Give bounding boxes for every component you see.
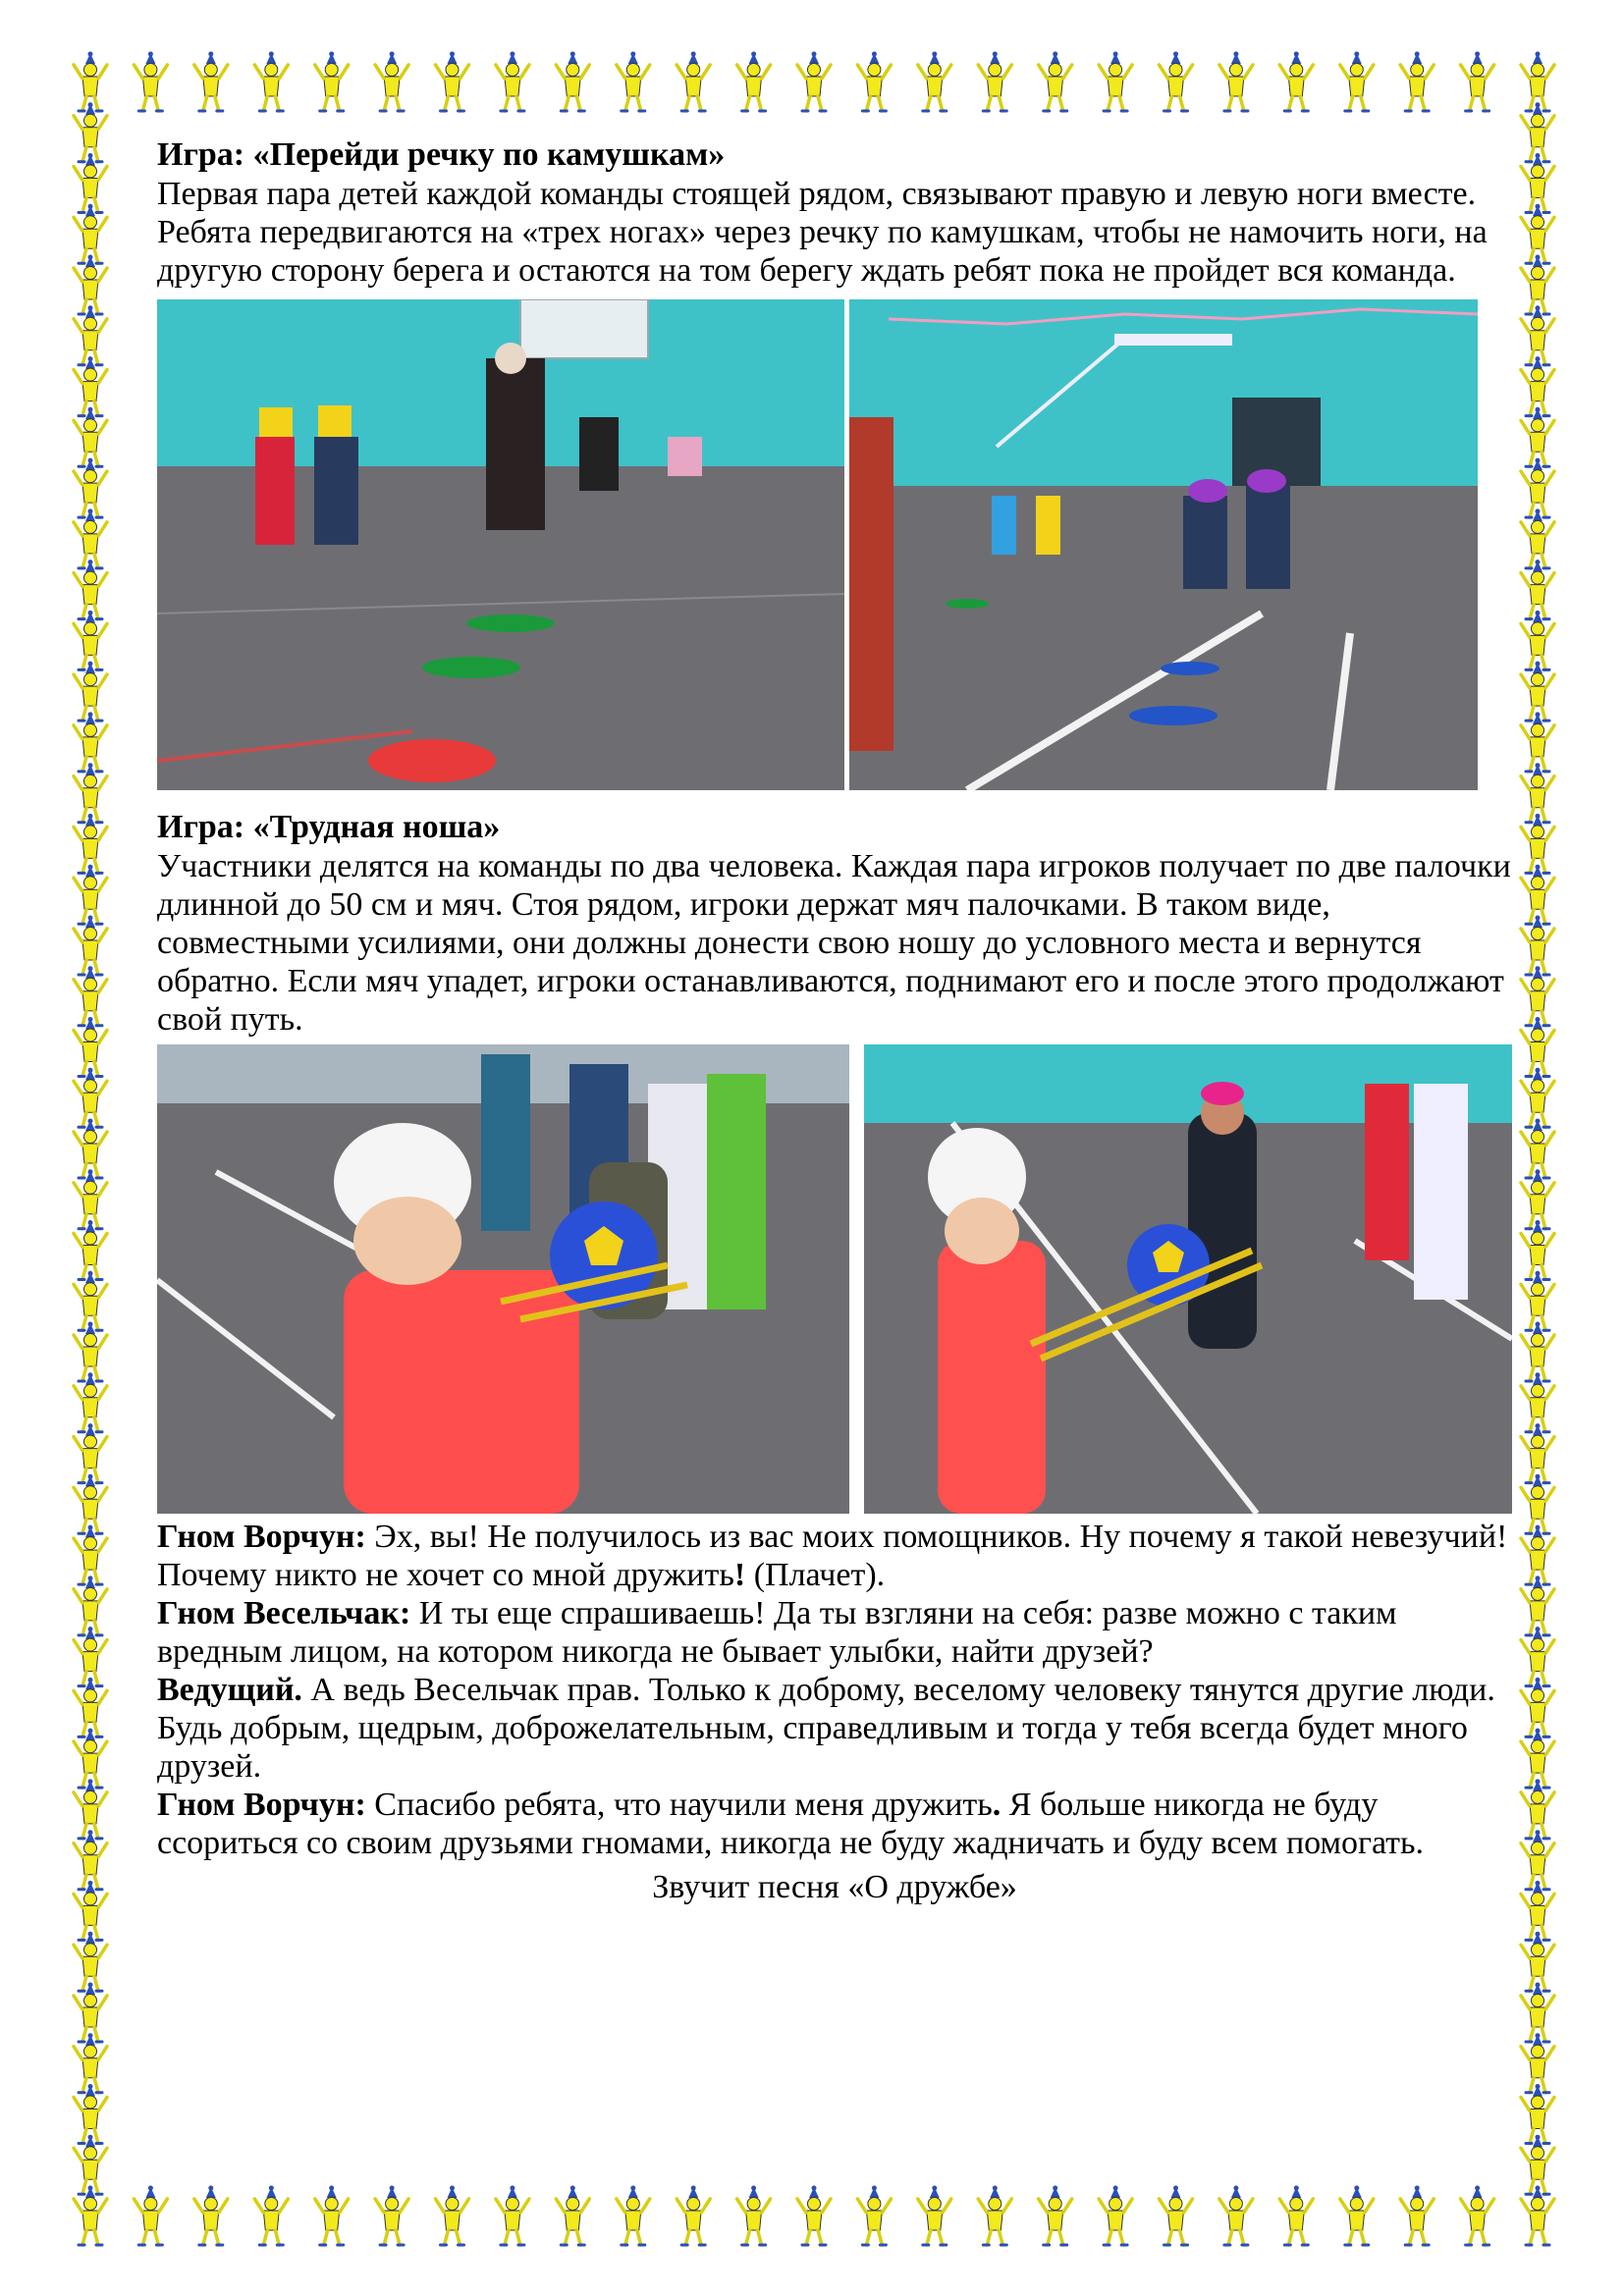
gnome-figure-icon: [918, 52, 951, 112]
speech-tail: Я больше никогда не буду ссориться со своим друзьями гномами, никогда не буду жадничать и буду всем помогать.: [157, 1787, 1425, 1861]
speaker-name: Гном Ворчун:: [157, 1519, 366, 1555]
gnome-figure-icon: [254, 52, 288, 112]
gnome-figure-icon: [315, 52, 349, 112]
gnome-figure-icon: [254, 2186, 288, 2246]
gnome-figure-icon: [1160, 2186, 1193, 2246]
speech-bold-tail: !: [733, 1557, 746, 1593]
gnome-figure-icon: [556, 2186, 589, 2246]
gnome-figure-icon: [617, 2186, 650, 2246]
gnome-figure-icon: [1521, 52, 1554, 112]
gnome-figure-icon: [1400, 2186, 1434, 2246]
dialogue-line: [157, 1594, 1512, 1671]
game1-title: Игра: «Перейди речку по камушкам»: [157, 136, 726, 173]
gnome-figure-icon: [496, 52, 529, 112]
gnome-figure-icon: [1279, 2186, 1313, 2246]
gnome-figure-icon: [1461, 52, 1494, 112]
gnome-figure-icon: [194, 52, 228, 112]
speech-text: Спасибо ребята, что научили меня дружить: [365, 1787, 993, 1823]
speech-tail: (Плачет).: [745, 1557, 886, 1593]
gnome-figure-icon: [74, 52, 107, 112]
photo-difficult-burden-left: [157, 1044, 849, 1514]
gnome-figure-icon: [1279, 52, 1313, 112]
speaker-name: Гном Весельчак:: [157, 1595, 411, 1631]
game1-photos: [157, 299, 1512, 790]
dialogue-line: [157, 1786, 1512, 1862]
gnome-figure-icon: [194, 2186, 228, 2246]
photo-river-stones-right: [849, 299, 1478, 790]
gnome-figure-icon: [918, 2186, 951, 2246]
photo-difficult-burden-right: [864, 1044, 1512, 1514]
gnome-figure-icon: [797, 2186, 831, 2246]
gnome-figure-icon: [1400, 52, 1434, 112]
speech-text: А ведь Весельчак прав. Только к доброму, веселому человеку тянутся другие люди. Будь добрым, щедрым, доброжелательным, справедливым и тогда у тебя всегда будет много друзей.: [157, 1672, 1495, 1785]
photo-river-stones-left: [157, 299, 844, 790]
speaker-name: Гном Ворчун:: [157, 1787, 366, 1823]
gnome-figure-icon: [134, 52, 167, 112]
gnome-figure-icon: [496, 2186, 529, 2246]
gnome-figure-icon: [1219, 52, 1253, 112]
speaker-name: Ведущий.: [157, 1672, 302, 1708]
gnome-figure-icon: [1160, 52, 1193, 112]
gnome-figure-icon: [375, 2186, 408, 2246]
gnome-figure-icon: [1219, 2186, 1253, 2246]
gnome-figure-icon: [677, 2186, 710, 2246]
gnome-figure-icon: [1099, 52, 1132, 112]
gnome-figure-icon: [1340, 52, 1374, 112]
game2-title: Игра: «Трудная ноша»: [157, 809, 501, 845]
dialogue-line: [157, 1671, 1512, 1786]
gnome-figure-icon: [978, 2186, 1011, 2246]
speech-text: Эх, вы! Не получилось из вас моих помощников. Ну почему я такой невезучий! Почему никто не хочет со мной дружить: [157, 1519, 1508, 1593]
speech-text: И ты еще спрашиваешь! Да ты взгляни на себя: разве можно с таким вредным лицом, на котором никогда не бывает улыбки, найти друзей?: [157, 1595, 1397, 1670]
game2-description: Участники делятся на команды по два человека. Каждая пара игроков получает по две палочки длинной до 50 см и мяч. Стоя рядом, игроки держат мяч палочками. В таком виде, совместными усилиями, они должны донести свою ношу до условного места и вернутся обратно. Если мяч упадет, игроки останавливаются, поднимают его и после этого продолжают свой путь.: [157, 848, 1511, 1038]
dialogue: [157, 1518, 1512, 1906]
gnome-figure-icon: [315, 2186, 349, 2246]
gnome-figure-icon: [617, 52, 650, 112]
gnome-figure-icon: [436, 52, 469, 112]
gnome-figure-icon: [1099, 2186, 1132, 2246]
dialogue-line: [157, 1518, 1512, 1594]
speech-bold-tail: .: [992, 1787, 1001, 1823]
gnome-figure-icon: [1039, 52, 1072, 112]
gnome-figure-icon: [134, 2186, 167, 2246]
gnome-figure-icon: [1340, 2186, 1374, 2246]
game2-photos: [157, 1044, 1512, 1514]
gnome-figure-icon: [797, 52, 831, 112]
closing-song: Звучит песня «О дружбе»: [652, 1869, 1017, 1905]
gnome-figure-icon: [556, 52, 589, 112]
gnome-figure-icon: [677, 52, 710, 112]
gnome-figure-icon: [737, 52, 771, 112]
gnome-figure-icon: [978, 52, 1011, 112]
gnome-figure-icon: [375, 52, 408, 112]
gnome-figure-icon: [436, 2186, 469, 2246]
gnome-figure-icon: [857, 2186, 891, 2246]
game1-description: Первая пара детей каждой команды стоящей рядом, связывают правую и левую ноги вместе. Ребята передвигаются на «трех ногах» через речку по камушкам, чтобы не намочить ноги, на другую сторону берега и остаются на том берегу ждать ребят пока не пройдет вся команда.: [157, 176, 1488, 289]
gnome-figure-icon: [737, 2186, 771, 2246]
gnome-figure-icon: [1461, 2186, 1494, 2246]
gnome-figure-icon: [1039, 2186, 1072, 2246]
gnome-figure-icon: [857, 52, 891, 112]
